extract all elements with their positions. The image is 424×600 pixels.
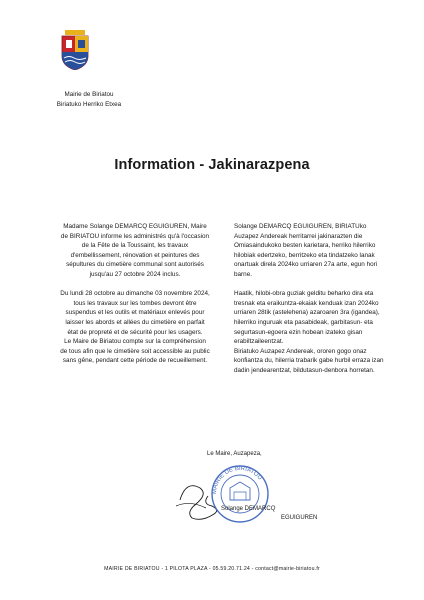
basque-paragraph-3: Biriatuko Auzapez Andereak, ororen gogo onaz konfiantza du, hilerria trabarik gabe hurbil erraza izan dadin jendearentzat, bildutasun-denbora horretan. [234,347,384,374]
mairie-name [34,90,144,110]
mairie-name-fr: Mairie de Biriatou [64,91,114,98]
coat-of-arms-logo [60,30,90,70]
footer-contact: MAIRIE DE BIRIATOU - 1 PILOTA PLAZA - 05.59.20.71.24 - contact@mairie-biriatou.fr [104,566,320,572]
stamp-text: MAIRIE DE BIRIATOU [211,465,263,495]
signature-title: Le Maire, Auzapeza, [207,451,262,457]
french-paragraph-1: Madame Solange DEMARCQ EGUIGUREN, Maire de BIRIATOU informe les administrés qu'à l'occasion de la Fête de la Toussaint, les travaux d'embellissement, rénovation et peintures des sépultures du cimetière communal sont autorisés jusqu'au 27 octobre 2024 inclus. [60,223,210,278]
french-text-column [60,222,210,366]
mairie-name-eu: Biriatuko Herriko Etxea [56,101,122,108]
basque-text-column [234,222,384,376]
basque-paragraph-2: Haatik, hilobi-obra guziak gelditu beharko dira eta tresnak eta eraikuntza-ekaiak kenduak izan 2024ko urriaren 28tik (astelehena) azaroaren 3ra (igandea), hilerriko inguruak eta pasabideak, garbitasun- eta segurtasun-egoera ezin hobean izateko gisan erabiltzaileentzat. [234,290,380,346]
signature-name-part2: EGUIGUREN [281,515,318,521]
french-paragraph-2: Du lundi 28 octobre au dimanche 03 novembre 2024, tous les travaux sur les tombes devront être suspendus et les outils et matériaux enlevés pour laisser les abords et allées du cimetière en parfait état de propreté et de sécurité pour les usagers. [60,290,210,336]
basque-paragraph-1: Solange DEMARCQ EGUIGUREN, BIRIATUko Auzapez Andereak herritarrei jakinarazten die Omiasaindukoko besten karietara, herriko hilerriko hilobiak edertzeko, berritzeko eta tindatzeko lanak onartuak direla 2024ko urriaren 27a arte, egun hori barne. [234,223,378,278]
french-paragraph-3: Le Maire de Biriatou compte sur la compréhension de tous afin que le cimetière soit accessible au public sans gêne, pendant cette période de recueillement. [60,338,210,365]
document-title: Information - Jakinarazpena [114,157,310,173]
official-stamp [166,460,276,538]
signature-name-part1: Solange DEMARCQ [221,506,276,512]
